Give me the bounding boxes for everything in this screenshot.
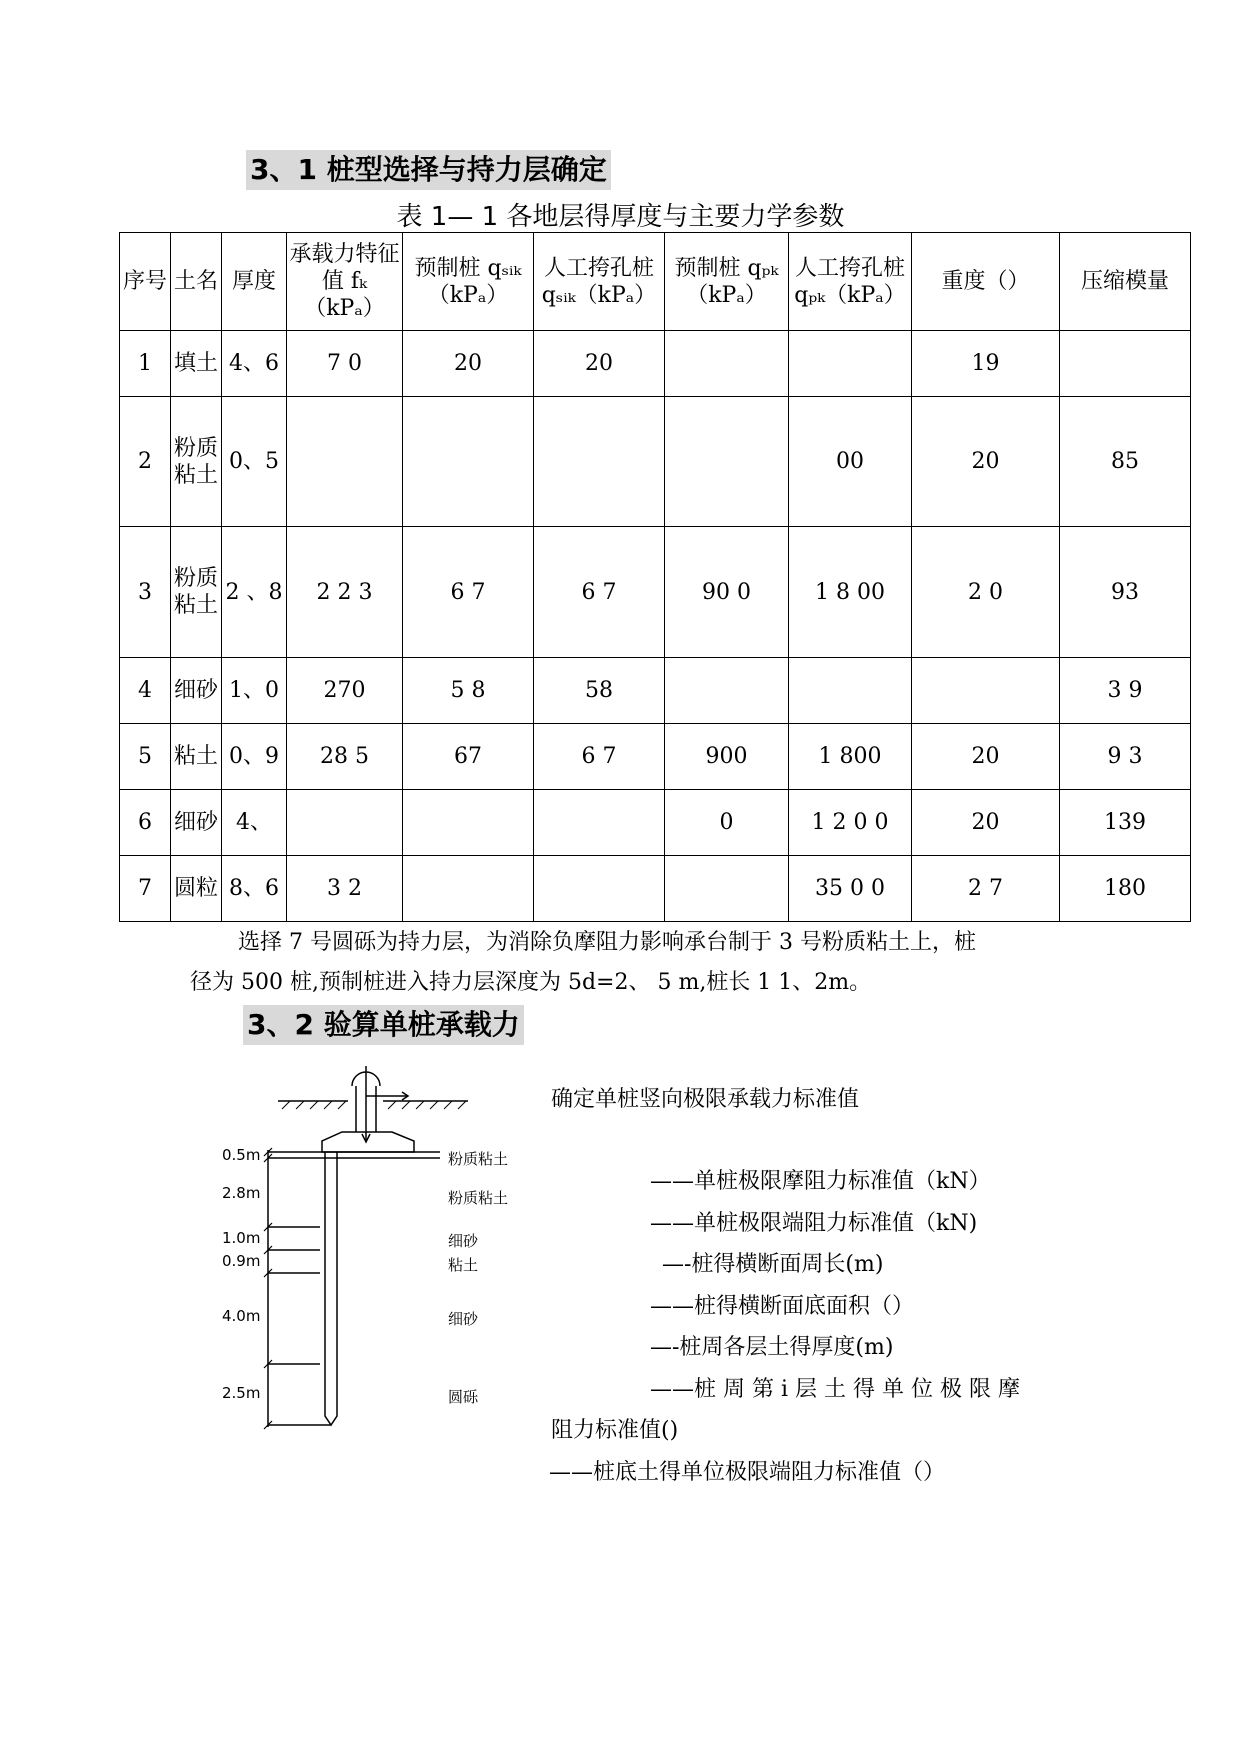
legend-item: 阻力标准值()	[551, 1418, 679, 1443]
depth-label: 4.0m	[222, 1307, 261, 1325]
legend-item: ——桩得横断面底面积（）	[650, 1294, 915, 1319]
header-cell: 序号	[120, 233, 171, 331]
legend-item: —-桩得横断面周长(m)	[662, 1252, 884, 1277]
table-cell: 2 0	[912, 527, 1060, 658]
table-cell: 6	[120, 790, 171, 856]
table-cell: 3 2	[287, 856, 403, 922]
table-cell: 1 800	[789, 724, 912, 790]
table-cell: 0	[665, 790, 789, 856]
table-cell: 2	[120, 397, 171, 527]
table-cell: 4、6	[222, 331, 287, 397]
table-cell: 1 2 0 0	[789, 790, 912, 856]
table-cell: 1、0	[222, 658, 287, 724]
header-cell: 土名	[171, 233, 222, 331]
table-cell: 8、6	[222, 856, 287, 922]
table-cell: 139	[1060, 790, 1191, 856]
layer-label: 粉质粘土	[448, 1189, 509, 1207]
table-cell: 粉质粘土	[171, 397, 222, 527]
header-cell: 承载力特征值 fₖ（kPₐ）	[287, 233, 403, 331]
table-cell: 67	[403, 724, 534, 790]
table-cell: 3	[120, 527, 171, 658]
conclusion-line-2: 径为 500 桩,预制桩进入持力层深度为 5d=2、 5 m,桩长 1 1、2m。	[190, 970, 872, 995]
table-cell: 0、5	[222, 397, 287, 527]
header-cell: 人工挎孔桩 qₚₖ（kPₐ）	[789, 233, 912, 331]
table-cell: 7 0	[287, 331, 403, 397]
layer-label: 粘土	[448, 1256, 479, 1274]
table-cell: 20	[534, 331, 665, 397]
table-cell: 90 0	[665, 527, 789, 658]
legend-item: ——单桩极限端阻力标准值（kN)	[650, 1211, 978, 1236]
table-caption: 表 1— 1 各地层得厚度与主要力学参数	[396, 202, 845, 232]
depth-label: 0.5m	[222, 1146, 261, 1164]
table-cell: 9 3	[1060, 724, 1191, 790]
table-cell: 28 5	[287, 724, 403, 790]
layer-label: 粉质粘土	[448, 1150, 509, 1168]
header-cell: 厚度	[222, 233, 287, 331]
legend-item: ——桩底土得单位极限端阻力标准值（）	[549, 1460, 946, 1485]
table-cell: 6 7	[403, 527, 534, 658]
table-cell: 85	[1060, 397, 1191, 527]
table-cell: 1	[120, 331, 171, 397]
legend-intro: 确定单桩竖向极限承载力标准值	[551, 1087, 860, 1112]
table-cell: 填土	[171, 331, 222, 397]
pile-shaft	[325, 1152, 337, 1425]
table-cell: 粘土	[171, 724, 222, 790]
table-cell: 19	[912, 331, 1060, 397]
table-cell: 00	[789, 397, 912, 527]
table-cell: 细砂	[171, 658, 222, 724]
table-cell: 5 8	[403, 658, 534, 724]
table-cell: 2 2 3	[287, 527, 403, 658]
table-cell: 20	[912, 724, 1060, 790]
legend-item: ——单桩极限摩阻力标准值（kN）	[650, 1169, 991, 1194]
table-cell: 4、	[222, 790, 287, 856]
table-cell: 0、9	[222, 724, 287, 790]
table-cell: 2 7	[912, 856, 1060, 922]
table-cell: 6 7	[534, 527, 665, 658]
legend-item: —-桩周各层土得厚度(m)	[650, 1335, 894, 1360]
table-cell: 270	[287, 658, 403, 724]
section-heading-3-1: 3、1 桩型选择与持力层确定	[246, 150, 611, 190]
table-cell: 3 9	[1060, 658, 1191, 724]
table-cell: 4	[120, 658, 171, 724]
depth-label: 1.0m	[222, 1229, 261, 1247]
table-cell: 7	[120, 856, 171, 922]
layer-label: 细砂	[448, 1232, 479, 1250]
layer-label: 细砂	[448, 1310, 479, 1328]
table-cell: 6 7	[534, 724, 665, 790]
table-cell: 20	[912, 790, 1060, 856]
header-cell: 人工挎孔桩 qₛᵢₖ（kPₐ）	[534, 233, 665, 331]
depth-label: 0.9m	[222, 1252, 261, 1270]
header-cell: 重度（）	[912, 233, 1060, 331]
section-heading-3-2: 3、2 验算单桩承载力	[243, 1005, 524, 1045]
table-cell: 20	[912, 397, 1060, 527]
depth-label: 2.5m	[222, 1384, 261, 1402]
depth-label: 2.8m	[222, 1184, 261, 1202]
table-cell: 180	[1060, 856, 1191, 922]
header-cell: 预制桩 qₛᵢₖ（kPₐ）	[403, 233, 534, 331]
header-cell: 压缩模量	[1060, 233, 1191, 331]
legend-item: ——桩 周 第 i 层 土 得 单 位 极 限 摩	[650, 1377, 1020, 1402]
table-cell: 93	[1060, 527, 1191, 658]
table-cell: 58	[534, 658, 665, 724]
table-cell: 35 0 0	[789, 856, 912, 922]
table-cell: 5	[120, 724, 171, 790]
ground-hatch	[282, 1101, 466, 1109]
table-cell: 粉质粘土	[171, 527, 222, 658]
table-cell: 圆粒	[171, 856, 222, 922]
table-cell: 2 、8	[222, 527, 287, 658]
layer-label: 圆砾	[448, 1388, 479, 1406]
table-cell: 900	[665, 724, 789, 790]
conclusion-line-1: 选择 7 号圆砾为持力层，为消除负摩阻力影响承台制于 3 号粉质粘土上，桩	[238, 930, 976, 955]
table-cell: 20	[403, 331, 534, 397]
header-cell: 预制桩 qₚₖ（kPₐ）	[665, 233, 789, 331]
pile-cap	[322, 1132, 414, 1152]
table-cell: 细砂	[171, 790, 222, 856]
table-cell: 1 8 00	[789, 527, 912, 658]
